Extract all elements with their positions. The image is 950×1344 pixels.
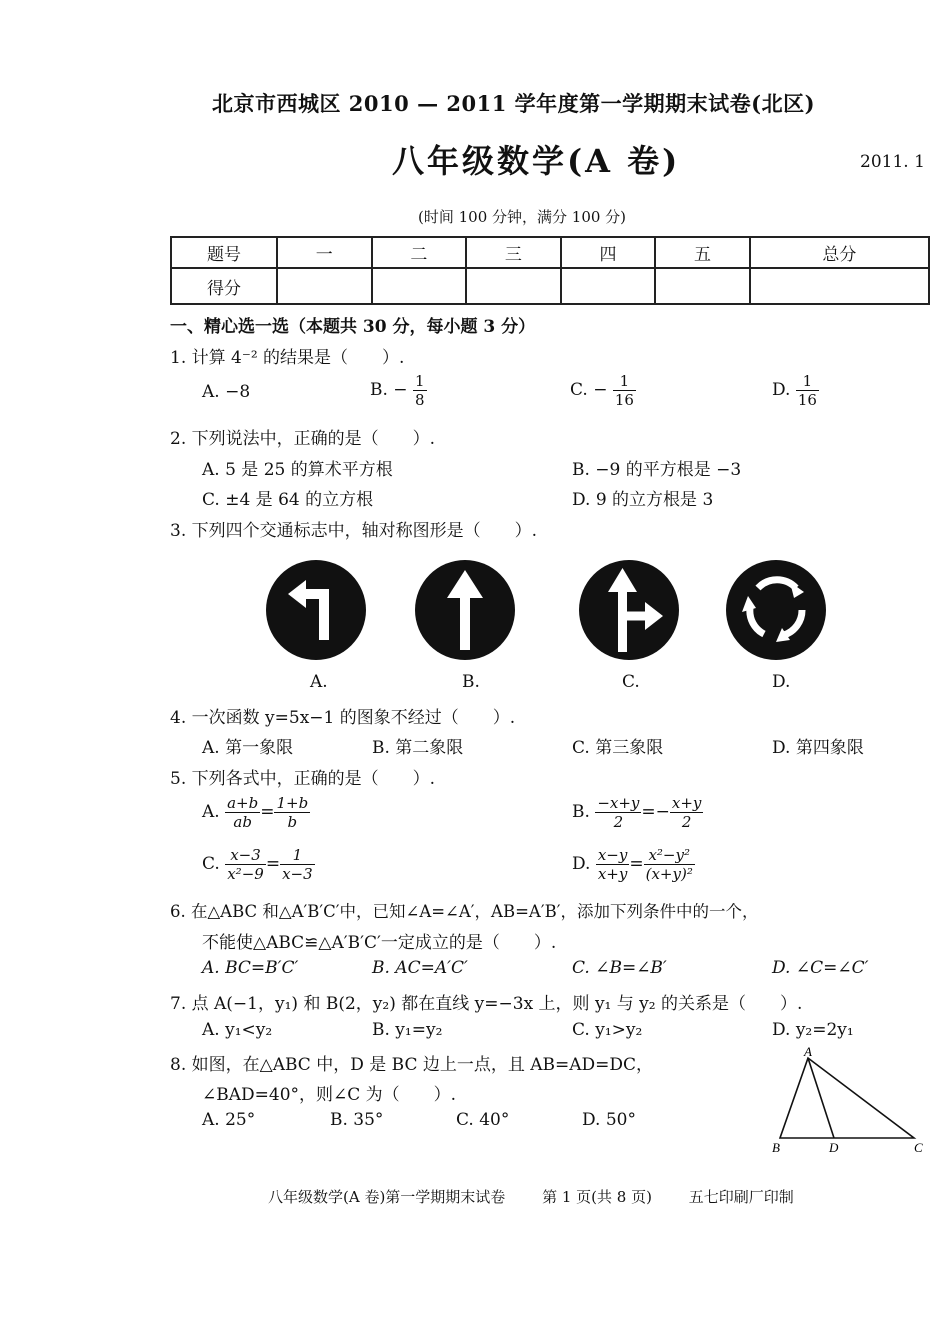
numerator: x²−y² xyxy=(644,846,695,865)
score-blank-cell[interactable] xyxy=(655,268,750,304)
triangle-abc xyxy=(780,1058,914,1138)
score-blank-cell[interactable] xyxy=(277,268,372,304)
q1-c-prefix: C. − xyxy=(570,380,608,400)
vertex-label-d: D xyxy=(829,1140,839,1155)
q5-option-b: B. $\frac{-x+y}{2}$ =− $\frac{x+y}{2}$ xyxy=(572,794,702,831)
footer-exam-name: 八年级数学(A 卷)第一学期期末试卷 xyxy=(268,1188,506,1206)
fraction xyxy=(670,794,704,831)
numerator: −x+y xyxy=(597,794,640,812)
score-blank-cell[interactable] xyxy=(372,268,467,304)
denominator: 2 xyxy=(681,813,692,831)
q7-option-a: A. y₁<y₂ xyxy=(202,1020,273,1040)
option-label: A. xyxy=(202,802,220,822)
exam-date: 2011. 1 xyxy=(860,152,925,172)
option-label: C. xyxy=(202,854,220,874)
score-table-score-row xyxy=(171,268,929,304)
option-label: B. xyxy=(572,802,590,822)
exam-header: 北京市西城区 2010 — 2011 学年度第一学期期末试卷(北区) xyxy=(212,91,816,116)
numerator: a+b xyxy=(227,794,259,812)
score-blank-cell[interactable] xyxy=(561,268,656,304)
score-cell: 总分 xyxy=(750,237,929,268)
section-heading: 一、精心选一选（本题共 30 分，每小题 3 分） xyxy=(170,317,536,337)
q2-stem: 2. 下列说法中，正确的是（ ）. xyxy=(170,429,436,449)
denominator: 16 xyxy=(614,391,634,409)
time-info: (时间 100 分钟，满分 100 分) xyxy=(418,208,627,226)
numerator: 1 xyxy=(796,372,819,391)
vertex-label-b: B xyxy=(772,1140,780,1155)
q1-option-d xyxy=(772,372,819,409)
segment-ad xyxy=(808,1058,834,1138)
roundabout-sign-icon xyxy=(724,558,828,662)
triangle-figure xyxy=(768,1046,928,1158)
q4-stem: 4. 一次函数 y=5x−1 的图象不经过（ ）. xyxy=(170,708,516,728)
q6-option-b: B. AC=A′C′ xyxy=(372,958,468,978)
q4-option-c: C. 第三象限 xyxy=(572,738,664,758)
fraction xyxy=(274,794,310,831)
numerator: 1 xyxy=(280,846,315,865)
sign-label-d: D. xyxy=(772,672,791,692)
numerator: x−y xyxy=(597,846,628,864)
denominator: b xyxy=(287,813,298,831)
option-label: D. xyxy=(572,854,591,874)
q4-option-a: A. 第一象限 xyxy=(202,738,294,758)
q1-b-prefix: B. − xyxy=(370,380,408,400)
fraction xyxy=(225,794,260,831)
denominator: x−3 xyxy=(282,865,313,883)
q8-option-a: A. 25° xyxy=(202,1110,256,1130)
denominator: ab xyxy=(233,813,252,831)
denominator: 16 xyxy=(797,391,817,409)
score-table xyxy=(170,236,930,305)
fraction xyxy=(280,846,315,883)
sign-label-c: C. xyxy=(622,672,640,692)
q8-option-d: D. 50° xyxy=(582,1110,636,1130)
q4-option-d: D. 第四象限 xyxy=(772,738,864,758)
q6-option-c: C. ∠B=∠B′ xyxy=(572,958,667,978)
page-footer xyxy=(268,1186,826,1207)
denominator: x+y xyxy=(597,865,628,883)
q6-line2: 不能使△ABC≌△A′B′C′一定成立的是（ ）. xyxy=(202,933,557,953)
score-cell: 三 xyxy=(466,237,561,268)
q1-option-a: A. −8 xyxy=(202,382,251,402)
straight-or-right-sign-icon xyxy=(577,558,681,662)
q8-line2: ∠BAD=40°，则∠C 为（ ）. xyxy=(202,1085,457,1105)
q8-option-b: B. 35° xyxy=(330,1110,384,1130)
fraction xyxy=(595,794,641,831)
score-blank-cell[interactable] xyxy=(466,268,561,304)
q2-option-d: D. 9 的立方根是 3 xyxy=(572,490,714,510)
denominator: x²−9 xyxy=(227,865,264,883)
q2-option-b: B. −9 的平方根是 −3 xyxy=(572,460,742,480)
fraction xyxy=(225,846,266,883)
fraction xyxy=(796,372,819,409)
q7-option-d: D. y₂=2y₁ xyxy=(772,1020,854,1040)
fraction xyxy=(613,372,636,409)
vertex-label-c: C xyxy=(914,1140,923,1155)
q5-stem: 5. 下列各式中，正确的是（ ）. xyxy=(170,769,436,789)
score-cell: 二 xyxy=(372,237,467,268)
turn-left-sign-icon xyxy=(264,558,368,662)
q8-option-c: C. 40° xyxy=(456,1110,510,1130)
q1-d-prefix: D. xyxy=(772,380,791,400)
score-cell: 一 xyxy=(277,237,372,268)
q1-option-c xyxy=(570,372,636,409)
sign-label-b: B. xyxy=(462,672,480,692)
numerator: 1+b xyxy=(276,794,309,812)
denominator: 2 xyxy=(613,813,624,831)
q7-option-c: C. y₁>y₂ xyxy=(572,1020,643,1040)
exam-title: 八年级数学(A 卷) xyxy=(392,142,681,180)
numerator: 1 xyxy=(613,372,636,391)
q7-option-b: B. y₁=y₂ xyxy=(372,1020,443,1040)
numerator: x+y xyxy=(671,794,702,812)
fraction xyxy=(644,846,695,883)
numerator: x−3 xyxy=(225,846,266,865)
q3-stem: 3. 下列四个交通标志中，轴对称图形是（ ）. xyxy=(170,521,538,541)
q8-line1: 8. 如图，在△ABC 中，D 是 BC 边上一点，且 AB=AD=DC， xyxy=(170,1055,654,1075)
q4-option-b: B. 第二象限 xyxy=(372,738,464,758)
q6-option-d: D. ∠C=∠C′ xyxy=(772,958,869,978)
q1-option-b xyxy=(370,372,427,409)
score-table-header-row xyxy=(171,237,929,268)
footer-page-number: 第 1 页(共 8 页) xyxy=(542,1188,652,1206)
denominator: 8 xyxy=(414,391,425,409)
score-row-label: 得分 xyxy=(171,268,277,304)
fraction xyxy=(413,372,427,409)
q5-option-c: C. $\frac{x-3}{\text{x²−9}}$ = $\frac{1}{x-3}$ xyxy=(202,846,313,883)
q6-line1: 6. 在△ABC 和△A′B′C′中，已知∠A=∠A′，AB=A′B′，添加下列条件中的一个， xyxy=(170,902,759,921)
fraction xyxy=(596,846,630,883)
q5-option-a: A. $\frac{a+b}{ab}$ = $\frac{1+b}{b}$ xyxy=(202,794,309,831)
score-cell: 五 xyxy=(655,237,750,268)
score-blank-cell[interactable] xyxy=(750,268,929,304)
footer-printer: 五七印刷厂印制 xyxy=(688,1188,794,1206)
q5-option-d: D. $\frac{x-y}{x+y}$ = $\frac{\text{x²−y²}}{\text{(x+y)²}}$ xyxy=(572,846,693,883)
denominator: (x+y)² xyxy=(645,865,693,883)
sign-label-a: A. xyxy=(310,672,328,692)
q2-option-c: C. ±4 是 64 的立方根 xyxy=(202,490,374,510)
score-cell: 四 xyxy=(561,237,656,268)
q7-stem: 7. 点 A(−1，y₁) 和 B(2，y₂) 都在直线 y=−3x 上，则 y₁ 与 y₂ 的关系是（ ）. xyxy=(170,994,803,1014)
vertex-label-a: A xyxy=(804,1046,812,1059)
straight-ahead-sign-icon xyxy=(413,558,517,662)
score-cell: 题号 xyxy=(171,237,277,268)
numerator: 1 xyxy=(414,372,425,390)
q1-stem: 1. 计算 4⁻² 的结果是（ ）. xyxy=(170,348,405,368)
q6-option-a: A. BC=B′C′ xyxy=(202,958,299,978)
q2-option-a: A. 5 是 25 的算术平方根 xyxy=(202,460,393,480)
